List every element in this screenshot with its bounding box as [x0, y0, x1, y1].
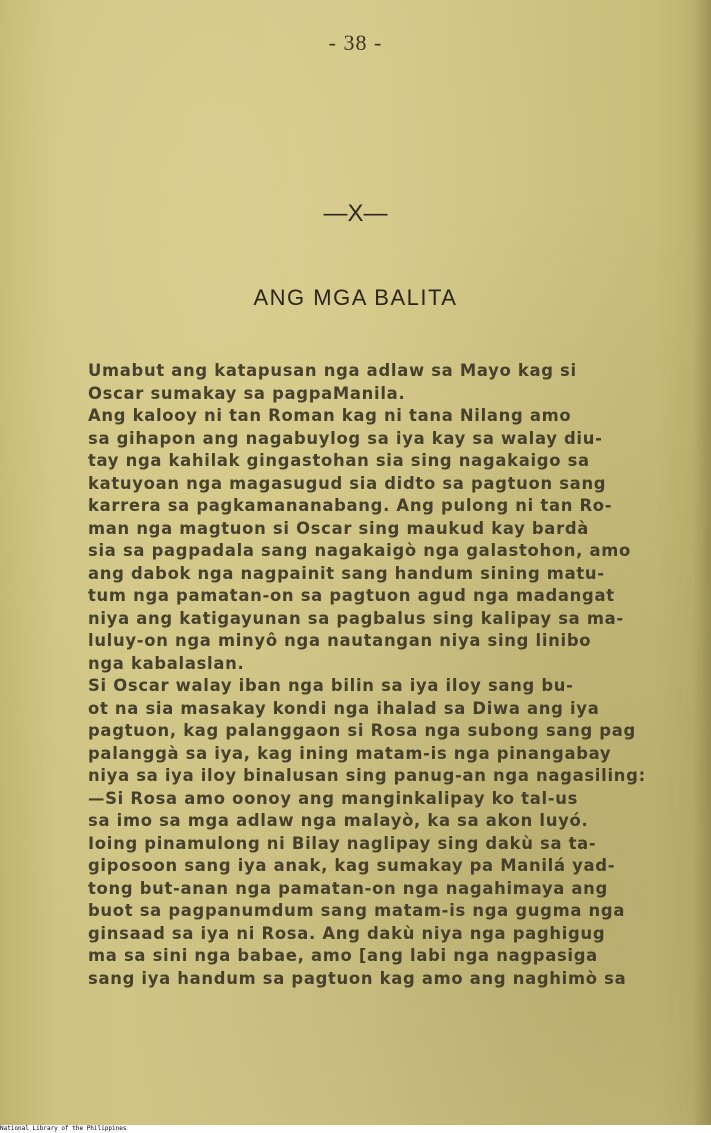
text-line: tum nga pamatan-on sa pagtuon agud nga madangat — [88, 586, 615, 605]
text-line: Oscar sumakay sa pagpaManila. — [88, 383, 406, 403]
chapter-title: ANG MGA BALITA — [253, 285, 458, 310]
text-line: tay nga kahilak gingastohan sia sing nagakaigo sa — [88, 451, 590, 470]
text-line: tong but-anan nga pamatan-on nga nagahimaya ang — [88, 878, 608, 898]
text-line: Ang kalooy ni tan Roman kag ni tana Nilang amo — [88, 406, 572, 425]
text-line: Ioing pinamulong ni Bilay naglipay sing dakù sa ta- — [88, 833, 597, 853]
text-line: buot sa pagpanumdum sang matam-is nga gugma nga — [88, 901, 626, 920]
body-text — [88, 360, 668, 990]
chapter-numeral: —X— — [323, 200, 388, 227]
text-line: niya sa iya iloy binalusan sing panug-an nga nagasiling: — [88, 766, 646, 785]
text-line: katuyoan nga magasugud sia didto sa pagtuon sang — [88, 473, 607, 493]
page-number: - 38 - — [328, 30, 383, 55]
text-line: giposoon sang iya anak, kag sumakay pa Manilá yad- — [88, 856, 616, 875]
text-line: ginsaad sa iya ni Rosa. Ang dakù niya nga paghigug — [88, 923, 606, 943]
text-line: ma sa sini nga babae, amo [ang labi nga nagpasiga — [88, 946, 598, 965]
text-line: sa gihapon ang nagabuylog sa iya kay sa walay diu- — [88, 428, 603, 448]
text-line: Si Oscar walay iban nga bilin sa iya iloy sang bu- — [88, 676, 574, 695]
text-line: nga kabalaslan. — [88, 653, 245, 673]
text-line: karrera sa pagkamananabang. Ang pulong ni tan Ro- — [88, 496, 613, 515]
text-line: sang iya handum sa pagtuon kag amo ang naghimò sa — [88, 968, 627, 988]
text-line: niya ang katigayunan sa pagbalus sing kalipay sa ma- — [88, 608, 624, 628]
text-line: sia sa pagpadala sang nagakaigò nga galastohon, amo — [88, 541, 632, 560]
text-line: sa imo sa mga adlaw nga malayò, ka sa akon luyó. — [88, 811, 589, 830]
text-line: luluy-on nga minyô nga nautangan niya sing linibo — [88, 631, 592, 650]
text-line: —Si Rosa amo oonoy ang manginkalipay ko tal-us — [88, 788, 579, 808]
footer-bar — [0, 1125, 711, 1133]
footer-credit: National Library of the Philippines — [0, 1125, 127, 1132]
text-line: ot na sia masakay kondi nga ihalad sa Diwa ang iya — [88, 698, 600, 718]
text-line: ang dabok nga nagpainit sang handum sining matu- — [88, 563, 605, 583]
text-line: pagtuon, kag palanggaon si Rosa nga subong sang pag — [88, 721, 636, 740]
text-line: Umabut ang katapusan nga adlaw sa Mayo kag si — [88, 361, 577, 380]
page-edge-shadow — [693, 0, 711, 1125]
text-line: palanggà sa iya, kag ining matam-is nga pinangabay — [88, 743, 612, 763]
text-line: man nga magtuon si Oscar sing maukud kay bardà — [88, 518, 590, 538]
